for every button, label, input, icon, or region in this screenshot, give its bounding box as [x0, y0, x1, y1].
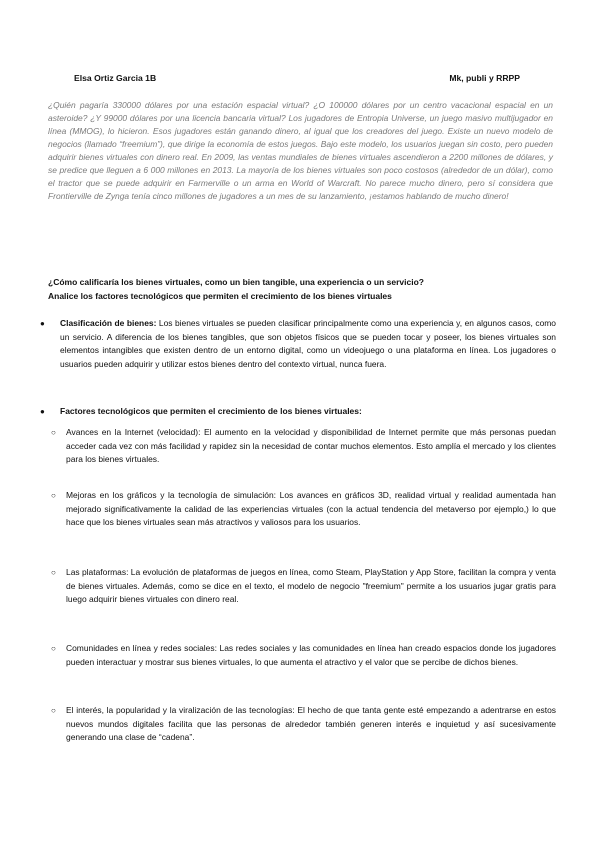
bullet-icon: ●	[40, 407, 45, 416]
factor-item	[51, 426, 556, 467]
factor-text: El interés, la popularidad y la viralización de las tecnologías: El hecho de que tanta gente esté empezando a adentrarse en estos nuevos mundos digitales facilita que las personas de alrededor también generen interés e inquietud y así sucesivamente generando una clase de “cadena”.	[66, 705, 556, 743]
factor-item	[51, 566, 556, 607]
bullet-icon: ●	[40, 319, 45, 328]
question-2: Analice los factores tecnológicos que permiten el crecimiento de los bienes virtuales	[48, 291, 392, 301]
circle-bullet-icon: ○	[51, 428, 56, 437]
circle-bullet-icon: ○	[51, 644, 56, 653]
factor-item	[51, 489, 556, 530]
factors-title: Factores tecnológicos que permiten el crecimiento de los bienes virtuales:	[60, 406, 362, 416]
classification-bullet	[40, 317, 556, 371]
factors-bullet	[40, 405, 556, 418]
classification-lead: Clasificación de bienes:	[60, 318, 157, 328]
author-name: Elsa Ortiz Garcia 1B	[74, 73, 157, 83]
factor-item	[51, 704, 556, 745]
case-quote: ¿Quién pagaría 330000 dólares por una estación espacial virtual? ¿O 100000 dólares por un centro vacacional espacial en un asteroide? ¿Y 99000 dólares por una licencia bancaria virtual? Los jugadores de Entropia Universe, un juego masivo multijugador en línea (MMOG), lo hicieron. Esos jugadores están ganando dinero, al igual que los creadores del juego. Existe un nuevo modelo de negocios (llamado “freemium”), que dirige la economía de estos juegos. Bajo este modelo, los usuarios juegan sin costo, pero pueden adquirir bienes virtuales con dinero real. En 2009, las ventas mundiales de bienes virtuales ascendieron a 2200 millones de dólares, y se predice que lleguen a 6 000 millones en 2013. La mayoría de los bienes virtuales son poco costosos (alrededor de un dólar), como el tractor que se puede adquirir en Farmerville o un arma en World of Warcraft. No parece mucho dinero, pero sí considera que Frontierville de Zynga tenía cinco millones de jugadores a un mes de su lanzamiento, ¡estamos hablando de mucho dinero!	[48, 100, 553, 202]
circle-bullet-icon: ○	[51, 491, 56, 500]
factor-item	[51, 642, 556, 669]
factor-text: Mejoras en los gráficos y la tecnología de simulación: Los avances en gráficos 3D, realidad virtual y realidad aumentada han mejorado significativamente la calidad de las experiencias virtuales (con la actual tendencia del metaverso por ejemplo,) lo que hace que los bienes virtuales sean más atractivos y valiosos para los usuarios.	[66, 490, 556, 528]
course-name: Mk, publi y RRPP	[449, 73, 520, 83]
factor-text: Avances en la Internet (velocidad): El aumento en la velocidad y disponibilidad de Internet permite que más personas puedan acceder cada vez con más facilidad y rapidez sin la necesidad de contar muchos elementos. Esto amplía el mercado y los clientes para los bienes virtuales.	[66, 427, 556, 465]
circle-bullet-icon: ○	[51, 706, 56, 715]
circle-bullet-icon: ○	[51, 568, 56, 577]
classification-text: Los bienes virtuales se pueden clasificar principalmente como una experiencia y, en algunos casos, como un servicio. A diferencia de los bienes tangibles, que son objetos físicos que se pueden tocar y poseer, los bienes virtuales son elementos intangibles que existen dentro de un entorno digital, como un videojuego o una plataforma en línea. Los jugadores o usuarios pueden adquirir y utilizar estos bienes dentro del contexto virtual, nunca fuera.	[60, 318, 556, 369]
question-1: ¿Cómo calificaría los bienes virtuales, como un bien tangible, una experiencia o un servicio?	[48, 277, 424, 287]
factor-text: Comunidades en línea y redes sociales: Las redes sociales y las comunidades en línea han creado espacios donde los jugadores pueden interactuar y mostrar sus bienes virtuales, lo que aumenta el atractivo y el valor que se percibe de dichos bienes.	[66, 643, 556, 667]
factor-text: Las plataformas: La evolución de plataformas de juegos en línea, como Steam, PlayStation y App Store, facilitan la compra y venta de bienes virtuales. Además, como se dice en el texto, el modelo de negocio "freemium" permite a los usuarios jugar gratis para luego adquirir bienes virtuales con dinero real.	[66, 567, 556, 605]
